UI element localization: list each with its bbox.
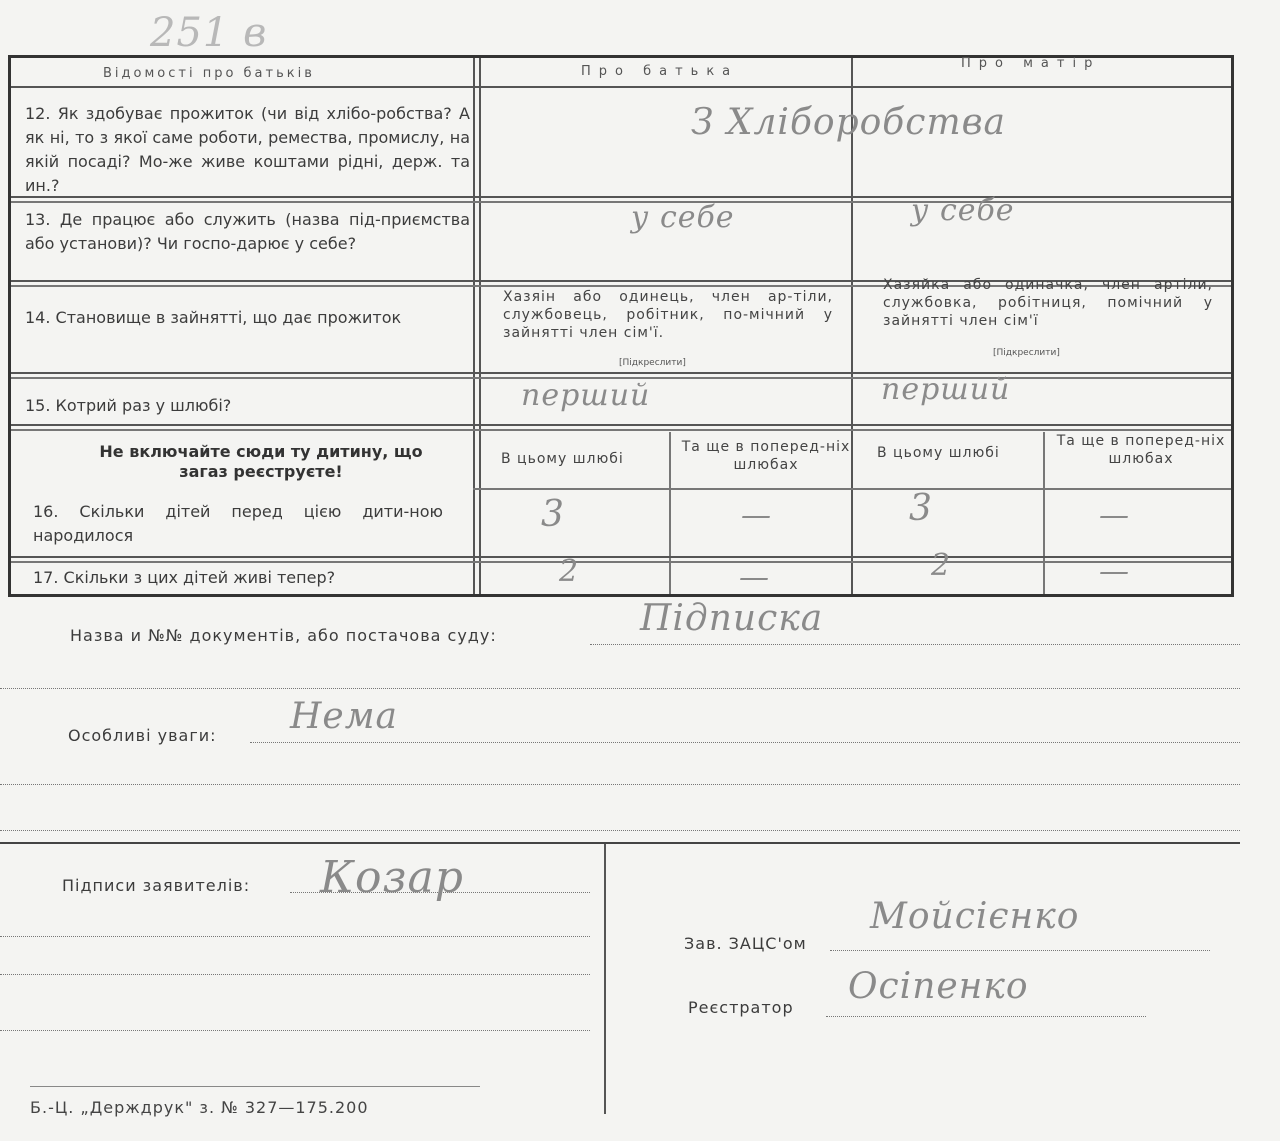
answer-16-father-prev: —: [741, 498, 772, 533]
applicants-signature-label: Підписи заявителів:: [62, 876, 251, 895]
documents-label: Назва и №№ документів, або постачова суду:: [70, 626, 497, 645]
row-line-subheader: [473, 488, 1231, 490]
remarks-label: Особливі уваги:: [68, 726, 217, 745]
signature-section-divider: [604, 844, 606, 1114]
head-label: Зав. ЗАЦС'ом: [684, 934, 807, 953]
father-underline-note: [Підкреслити]: [619, 358, 686, 368]
row-line-header: [11, 86, 1231, 88]
father-this-marriage-header: В цьому шлюбі: [501, 451, 624, 467]
documents-dotted-line: [590, 644, 1240, 645]
answer-17-mother-prev: —: [1099, 554, 1130, 589]
documents-extra-line: [0, 688, 1240, 689]
question-17: 17. Скільки з цих дітей живі тепер?: [33, 568, 336, 587]
head-signature: Мойсієнко: [870, 896, 1080, 937]
documents-value: Підписка: [640, 598, 824, 639]
answer-16-mother-this: 3: [909, 488, 933, 529]
answer-17-mother-this: 2: [931, 548, 952, 583]
mother-this-marriage-header: В цьому шлюбі: [877, 445, 1000, 461]
parents-info-table: [8, 55, 1234, 597]
answer-13-mother: у себе: [911, 193, 1015, 228]
col-divider-1: [473, 58, 475, 594]
remarks-extra-line-2: [0, 830, 1240, 831]
applicants-extra-line-2: [0, 974, 590, 975]
question-12: 12. Як здобуває прожиток (чи від хлібо-робства? А як ні, то з якої саме роботи, ремества, промислу, на якій посаді? Мо-же живе коштами рідні, держ. та ин.?: [25, 104, 470, 195]
header-info: Відомості про батьків: [103, 66, 315, 81]
applicants-signature: Козар: [320, 852, 464, 903]
col-divider-mother-sub: [1043, 432, 1045, 594]
remarks-extra-line-1: [0, 784, 1240, 785]
exclude-child-note: Не включайте сюди ту дитину, що загаз реєструєте!: [99, 442, 423, 481]
question-14: 14. Становище в зайнятті, що дає прожиток: [25, 308, 402, 327]
answer-17-father-prev: —: [739, 560, 770, 595]
answer-16-mother-prev: —: [1099, 498, 1130, 533]
answer-16-father-this: 3: [541, 494, 565, 535]
answer-13-father: у себе: [631, 200, 735, 235]
row-line-12b: [11, 201, 1231, 203]
row-line-16: [11, 556, 1231, 558]
question-15: 15. Котрий раз у шлюбі?: [25, 396, 232, 415]
remarks-value: Нема: [290, 696, 399, 737]
header-father: Про батька: [581, 64, 739, 79]
footer-rule: [30, 1086, 480, 1087]
mother-previous-header: Та ще в поперед-ніх шлюбах: [1056, 433, 1226, 467]
mother-underline-note: [Підкреслити]: [993, 348, 1060, 358]
father-previous-header: Та ще в поперед-ніх шлюбах: [681, 439, 851, 473]
registrar-signature: Осіпенко: [848, 966, 1029, 1007]
registrar-label: Реєстратор: [688, 998, 794, 1017]
row-line-15: [11, 424, 1231, 426]
applicants-extra-line-3: [0, 1030, 590, 1031]
col-divider-1b: [479, 58, 481, 594]
printer-footer: Б.-Ц. „Держдрук" з. № 327—175.200: [30, 1098, 369, 1117]
col-divider-father-sub: [669, 432, 671, 594]
father-occupation-options: Хазяін або одинець, член ар-тіли, службовець, робітник, по-мічний у зайнятті член сім'ї.: [503, 289, 833, 341]
remarks-dotted-line: [250, 742, 1240, 743]
header-mother: Про матір: [961, 56, 1101, 71]
answer-12: З Хліборобства: [691, 102, 1006, 143]
question-16: 16. Скільки дітей перед цією дити-ною народилося: [33, 502, 443, 545]
row-line-15b: [11, 429, 1231, 431]
answer-15-father: перший: [521, 378, 651, 413]
registrar-signature-line: [826, 1016, 1146, 1017]
answer-15-mother: перший: [881, 372, 1011, 407]
row-line-14: [11, 372, 1231, 374]
mother-occupation-options: Хазяйка або одиначка, член артіли, службовка, робітниця, помічний у зайнятті член сім'ї: [883, 277, 1213, 329]
top-handwritten-mark: 251 в: [150, 10, 268, 56]
signature-section-top-line: [0, 842, 1240, 844]
question-13: 13. Де працює або служить (назва під-приємства або установи)? Чи госпо-дарює у себе?: [25, 210, 470, 253]
head-signature-line: [830, 950, 1210, 951]
answer-17-father-this: 2: [559, 554, 580, 589]
applicants-extra-line-1: [0, 936, 590, 937]
row-line-16b: [11, 561, 1231, 563]
